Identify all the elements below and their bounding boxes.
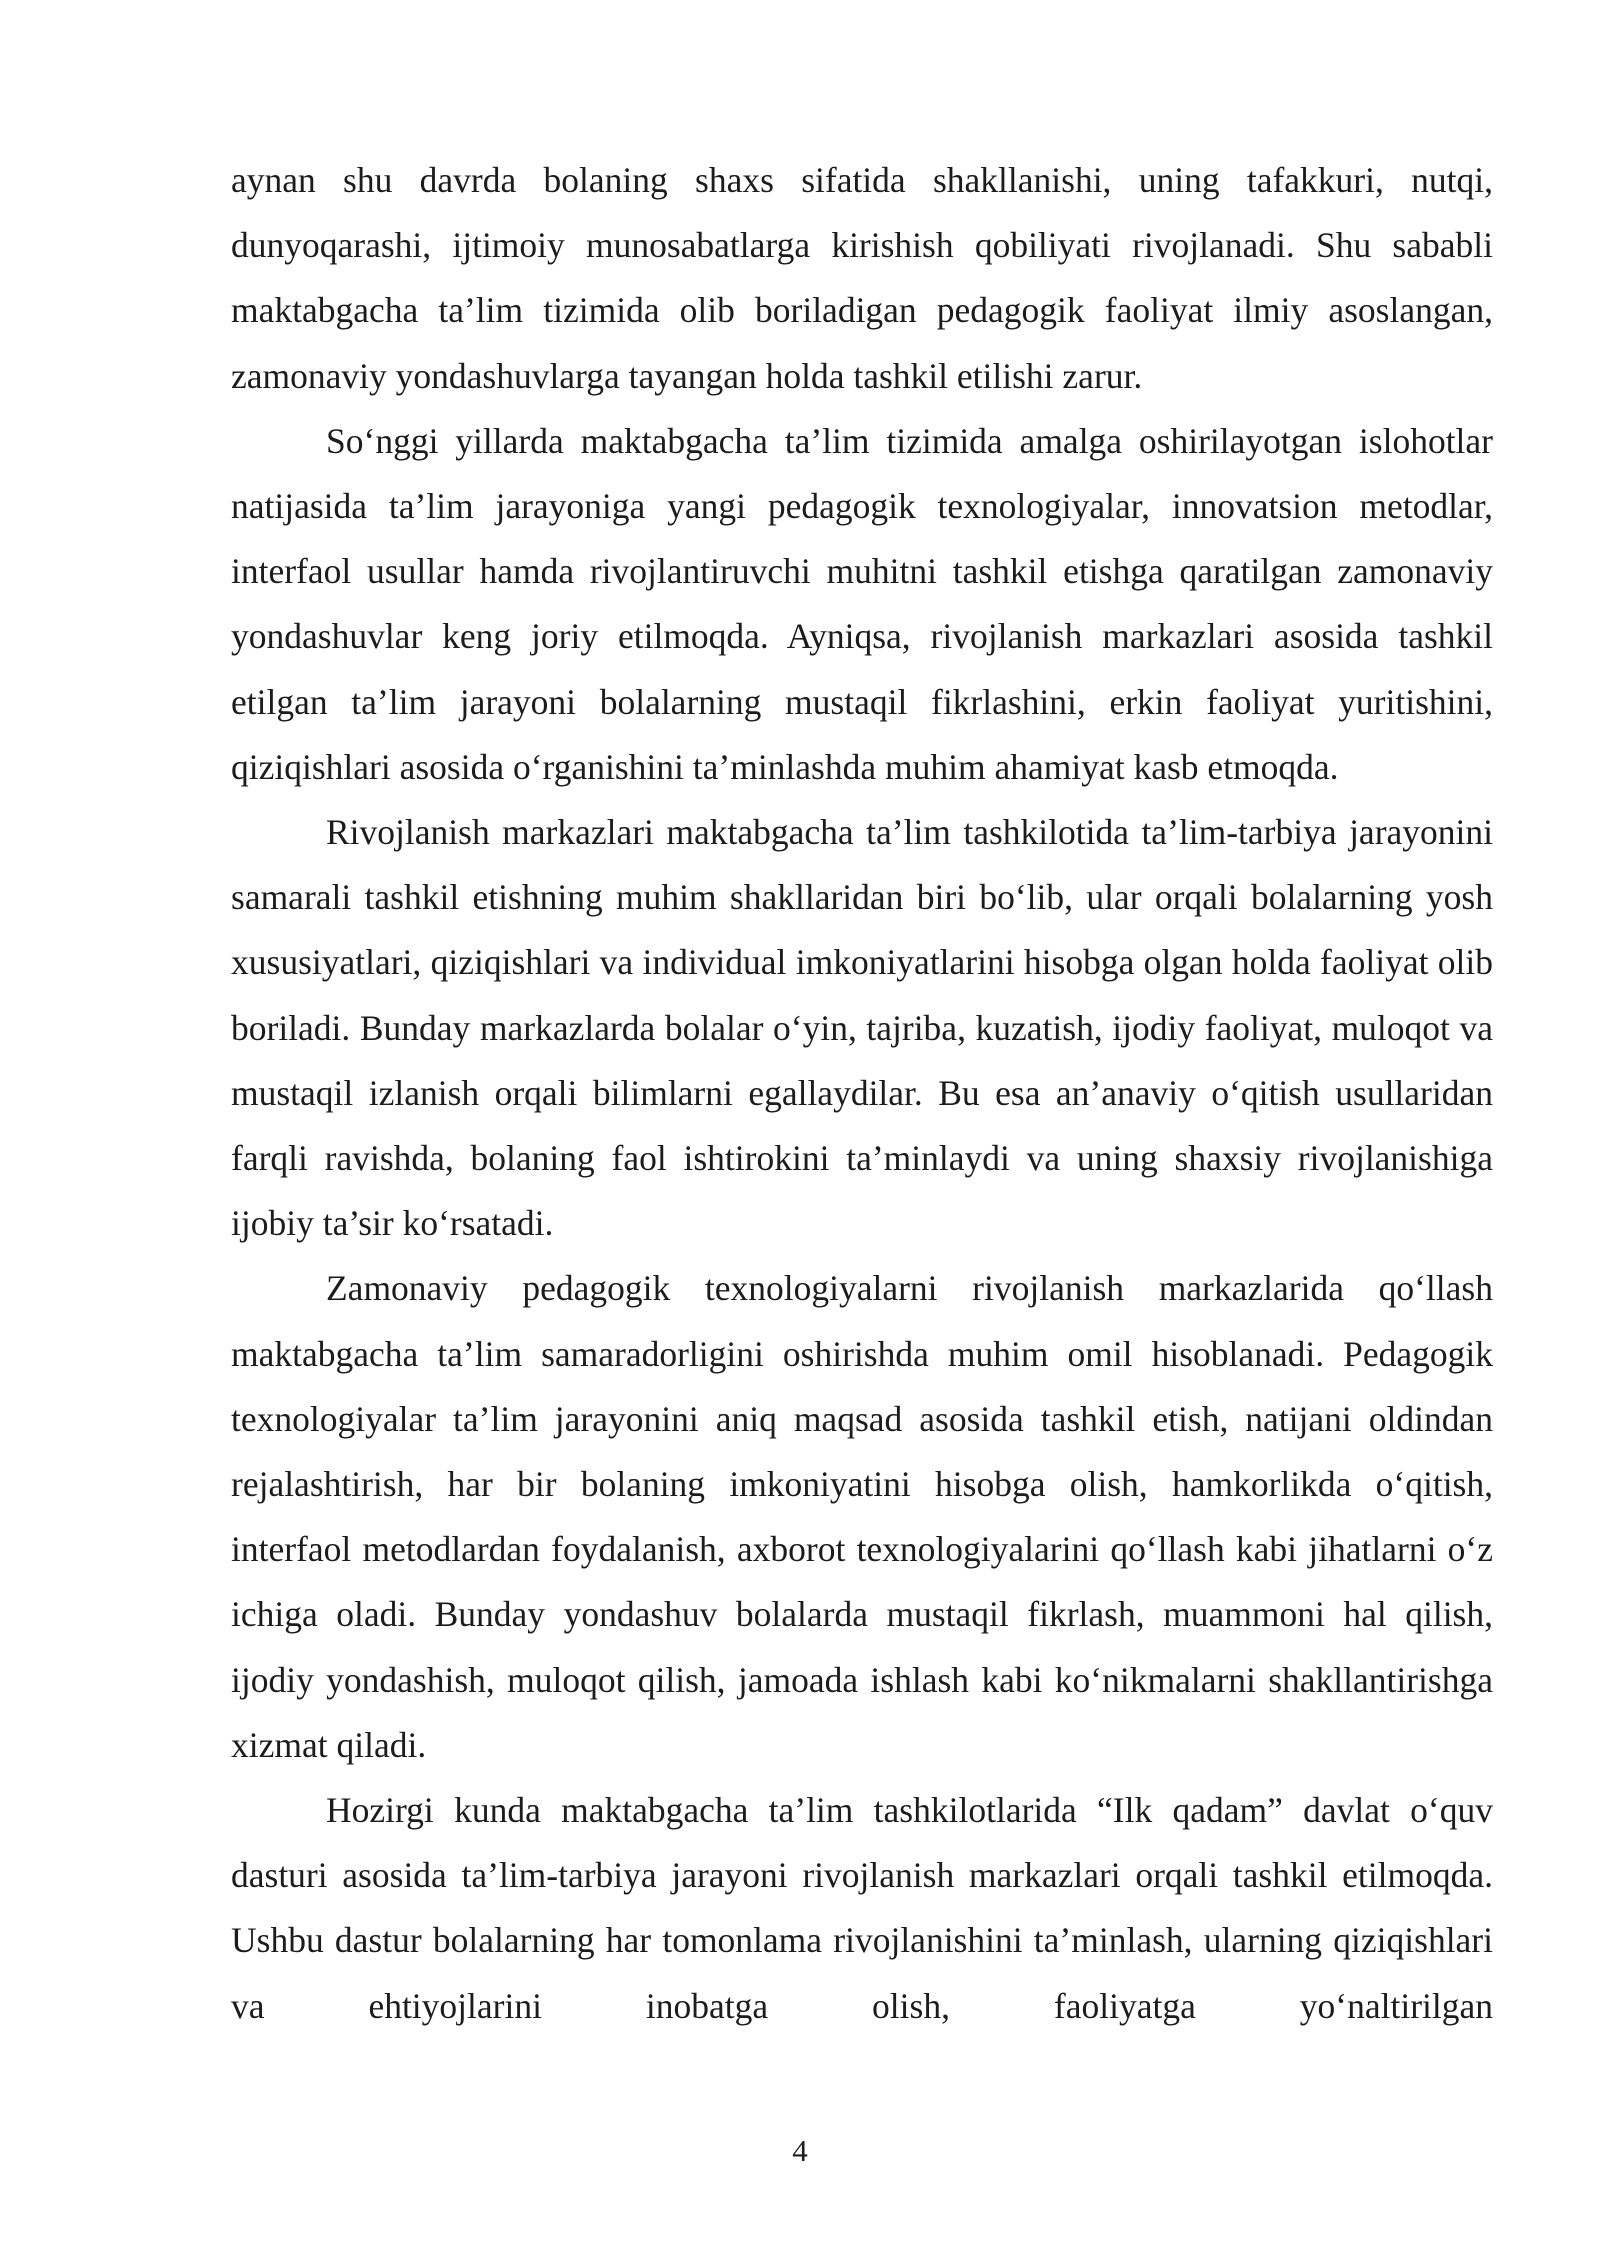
paragraph: Rivojlanish markazlari maktabgacha ta’lim tashkilotida ta’lim-tarbiya jarayonini samarali tashkil etishning muhim shakllaridan biri bo‘lib, ular orqali bolalarning yosh xususiyatlari, qiziqishlari va individual imkoniyatlarini hisobga olgan holda faoliyat olib boriladi. Bunday markazlarda bolalar o‘yin, tajriba, kuzatish, ijodiy faoliyat, muloqot va mustaqil izlanish orqali bilimlarni egallaydilar. Bu esa an’anaviy o‘qitish usullaridan farqli ravishda, bolaning faol ishtirokini ta’minlaydi va uning shaxsiy rivojlanishiga ijobiy ta’sir ko‘rsatadi. bbox=[231, 812, 1493, 1244]
body-text bbox=[231, 148, 1493, 2039]
paragraph: So‘nggi yillarda maktabgacha ta’lim tizimida amalga oshirilayotgan islohotlar natijasida ta’lim jarayoniga yangi pedagogik texnologiyalar, innovatsion metodlar, interfaol usullar hamda rivojlantiruvchi muhitni tashkil etishga qaratilgan zamonaviy yondashuvlar keng joriy etilmoqda. Ayniqsa, rivojlanish markazlari asosida tashkil etilgan ta’lim jarayoni bolalarning mustaqil fikrlashini, erkin faoliyat yuritishini, qiziqishlari asosida o‘rganishini ta’minlashda muhim ahamiyat kasb etmoqda. bbox=[231, 420, 1493, 787]
paragraph-last: Hozirgi kunda maktabgacha ta’lim tashkilotlarida “Ilk qadam” davlat o‘quv dasturi asosida ta’lim-tarbiya jarayoni rivojlanish markazlari orqali tashkil etilmoqda. Ushbu dastur bolalarning har tomonlama rivojlanishini ta’minlash, ularning qiziqishlari va ehtiyojlarini inobatga olish, faoliyatga yo‘naltirilgan bbox=[231, 1790, 1493, 2026]
paragraph: Zamonaviy pedagogik texnologiyalarni rivojlanish markazlarida qo‘llash maktabgacha ta’lim samaradorligini oshirishda muhim omil hisoblanadi. Pedagogik texnologiyalar ta’lim jarayonini aniq maqsad asosida tashkil etish, natijani oldindan rejalashtirish, har bir bolaning imkoniyatini hisobga olish, hamkorlikda o‘qitish, interfaol metodlardan foydalanish, axborot texnologiyalarini qo‘llash kabi jihatlarni o‘z ichiga oladi. Bunday yondashuv bolalarda mustaqil fikrlash, muammoni hal qilish, ijodiy yondashish, muloqot qilish, jamoada ishlash kabi ko‘nikmalarni shakllantirishga xizmat qiladi. bbox=[231, 1268, 1493, 1765]
paragraph-continued: aynan shu davrda bolaning shaxs sifatida shakllanishi, uning tafakkuri, nutqi, dunyoqarashi, ijtimoiy munosabatlarga kirishish qobiliyati rivojlanadi. Shu sababli maktabgacha ta’lim tizimida olib boriladigan pedagogik faoliyat ilmiy asoslangan, zamonaviy yondashuvlarga tayangan holda tashkil etilishi zarur. bbox=[231, 160, 1493, 396]
page-number: 4 bbox=[792, 2133, 808, 2168]
